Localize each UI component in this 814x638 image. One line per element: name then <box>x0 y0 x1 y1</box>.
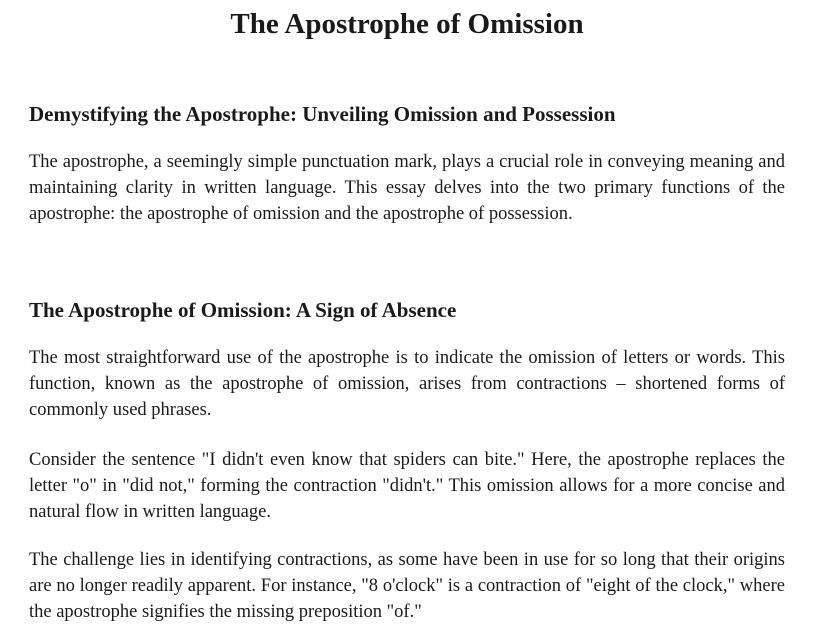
paragraph-intro: The apostrophe, a seemingly simple punctuation mark, plays a crucial role in conveying meaning and maintaining clarity in written language. This essay delves into the two primary functions of the apostrophe: the apostrophe of omission and the apostrophe of possession. <box>29 152 785 224</box>
paragraph-omission-definition: The most straightforward use of the apostrophe is to indicate the omission of letters or words. This function, known as the apostrophe of omission, arises from contractions – shortened forms of commonly used phrases. <box>29 348 785 420</box>
section-heading-omission: The Apostrophe of Omission: A Sign of Absence <box>29 298 457 322</box>
section-heading-demystifying: Demystifying the Apostrophe: Unveiling Omission and Possession <box>29 102 616 126</box>
document-title: The Apostrophe of Omission <box>230 8 584 40</box>
paragraph-omission-example: Consider the sentence "I didn't even know that spiders can bite." Here, the apostrophe replaces the letter "o" in "did not," forming the contraction "didn't." This omission allows for a more concise and natural flow in written language. <box>29 450 785 522</box>
paragraph-omission-challenge: The challenge lies in identifying contractions, as some have been in use for so long that their origins are no longer readily apparent. For instance, "8 o'clock" is a contraction of "eight of the clock," where the apostrophe signifies the missing preposition "of." <box>29 550 785 622</box>
